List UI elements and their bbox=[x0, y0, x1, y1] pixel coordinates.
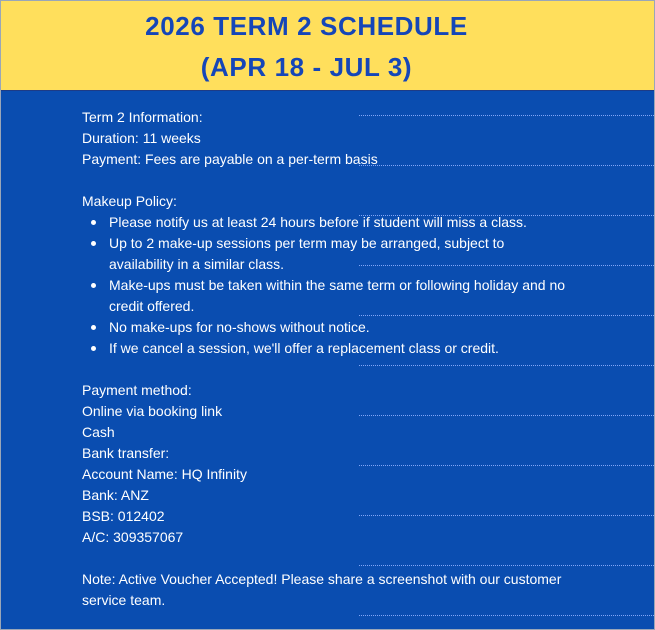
schedule-header bbox=[1, 1, 654, 91]
duration-text: Duration: 11 weeks bbox=[82, 130, 201, 146]
spacer bbox=[82, 548, 627, 569]
list-item bbox=[82, 233, 559, 275]
list-item-text: Make-ups must be taken within the same term or following holiday and no credit offered. bbox=[109, 277, 566, 314]
bank-name: Bank: ANZ bbox=[82, 487, 149, 503]
term-info-heading: Term 2 Information: bbox=[82, 109, 203, 125]
makeup-policy-heading: Makeup Policy: bbox=[82, 193, 177, 209]
list-item-text: Please notify us at least 24 hours before if student will miss a class. bbox=[109, 214, 527, 230]
bsb-number: BSB: 012402 bbox=[82, 508, 165, 524]
bullet-icon bbox=[91, 346, 96, 351]
account-name: Account Name: HQ Infinity bbox=[82, 466, 247, 482]
voucher-note: Note: Active Voucher Accepted! Please share a screenshot with our customer service team. bbox=[82, 571, 562, 608]
list-item-text: No make-ups for no-shows without notice. bbox=[109, 319, 370, 335]
bullet-icon bbox=[91, 241, 96, 246]
account-number: A/C: 309357067 bbox=[82, 529, 184, 545]
makeup-policy-list bbox=[82, 212, 627, 359]
bullet-icon bbox=[91, 220, 96, 225]
schedule-title: 2026 TERM 2 SCHEDULE bbox=[145, 11, 468, 41]
list-item bbox=[82, 338, 627, 359]
list-item bbox=[82, 317, 627, 338]
spacer bbox=[82, 359, 627, 380]
dotted-divider bbox=[359, 615, 654, 616]
schedule-content bbox=[82, 107, 627, 611]
list-item bbox=[82, 275, 599, 317]
bank-transfer-heading: Bank transfer: bbox=[82, 445, 170, 461]
bullet-icon bbox=[91, 325, 96, 330]
spacer bbox=[82, 170, 627, 191]
bullet-icon bbox=[91, 283, 96, 288]
list-item bbox=[82, 212, 627, 233]
payment-cash: Cash bbox=[82, 424, 115, 440]
list-item-text: If we cancel a session, we'll offer a replacement class or credit. bbox=[109, 340, 499, 356]
list-item-text: Up to 2 make-up sessions per term may be arranged, subject to availability in a similar class. bbox=[109, 235, 505, 272]
payment-text: Payment: Fees are payable on a per-term basis bbox=[82, 151, 378, 167]
schedule-date-range: (APR 18 - JUL 3) bbox=[200, 52, 413, 82]
payment-online: Online via booking link bbox=[82, 403, 223, 419]
payment-method-heading: Payment method: bbox=[82, 382, 192, 398]
